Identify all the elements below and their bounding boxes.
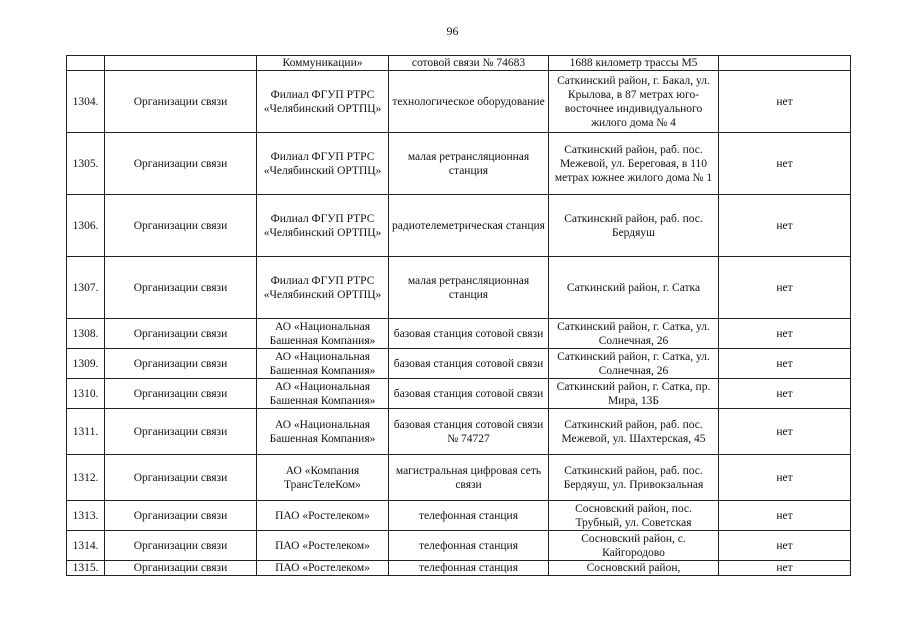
cell-note: нет bbox=[719, 195, 851, 257]
cell-object: технологическое оборудование bbox=[389, 71, 549, 133]
table-row bbox=[67, 71, 851, 133]
cell-owner: Филиал ФГУП РТРС «Челябинский ОРТПЦ» bbox=[257, 71, 389, 133]
cell-object: базовая станция сотовой связи № 74727 bbox=[389, 409, 549, 455]
cell-owner: ПАО «Ростелеком» bbox=[257, 501, 389, 531]
table-row bbox=[67, 561, 851, 576]
cell-owner: АО «Компания ТрансТелеКом» bbox=[257, 455, 389, 501]
cell-note bbox=[719, 56, 851, 71]
cell-address: Саткинский район, раб. пос. Межевой, ул. Береговая, в 110 метрах южнее жилого дома № 1 bbox=[549, 133, 719, 195]
cell-owner: Филиал ФГУП РТРС «Челябинский ОРТПЦ» bbox=[257, 195, 389, 257]
cell-category: Организации связи bbox=[105, 409, 257, 455]
cell-category: Организации связи bbox=[105, 257, 257, 319]
cell-category: Организации связи bbox=[105, 319, 257, 349]
cell-category: Организации связи bbox=[105, 71, 257, 133]
cell-object: малая ретрансляционная станция bbox=[389, 133, 549, 195]
cell-address: Сосновский район, bbox=[549, 561, 719, 576]
cell-num: 1306. bbox=[67, 195, 105, 257]
cell-object: базовая станция сотовой связи bbox=[389, 319, 549, 349]
cell-owner: ПАО «Ростелеком» bbox=[257, 561, 389, 576]
cell-num: 1313. bbox=[67, 501, 105, 531]
cell-object: радиотелеметрическая станция bbox=[389, 195, 549, 257]
cell-num: 1312. bbox=[67, 455, 105, 501]
cell-num: 1314. bbox=[67, 531, 105, 561]
cell-category: Организации связи bbox=[105, 133, 257, 195]
table-row bbox=[67, 257, 851, 319]
cell-owner: ПАО «Ростелеком» bbox=[257, 531, 389, 561]
cell-note: нет bbox=[719, 319, 851, 349]
cell-address: Саткинский район, раб. пос. Бердяуш, ул. Привокзальная bbox=[549, 455, 719, 501]
table-row bbox=[67, 409, 851, 455]
cell-num bbox=[67, 56, 105, 71]
table-row bbox=[67, 133, 851, 195]
cell-note: нет bbox=[719, 349, 851, 379]
cell-owner: АО «Национальная Башенная Компания» bbox=[257, 319, 389, 349]
cell-num: 1304. bbox=[67, 71, 105, 133]
table-row-continuation bbox=[67, 56, 851, 71]
cell-num: 1311. bbox=[67, 409, 105, 455]
cell-address: 1688 километр трассы М5 bbox=[549, 56, 719, 71]
cell-address: Саткинский район, г. Бакал, ул. Крылова, в 87 метрах юго-восточнее индивидуального жилого дома № 4 bbox=[549, 71, 719, 133]
table-row bbox=[67, 455, 851, 501]
cell-owner: Филиал ФГУП РТРС «Челябинский ОРТПЦ» bbox=[257, 257, 389, 319]
cell-owner: АО «Национальная Башенная Компания» bbox=[257, 409, 389, 455]
cell-object: базовая станция сотовой связи bbox=[389, 379, 549, 409]
cell-category: Организации связи bbox=[105, 561, 257, 576]
cell-object: телефонная станция bbox=[389, 531, 549, 561]
table-row bbox=[67, 501, 851, 531]
cell-note: нет bbox=[719, 71, 851, 133]
table-row bbox=[67, 195, 851, 257]
cell-address: Саткинский район, г. Сатка, ул. Солнечная, 26 bbox=[549, 349, 719, 379]
cell-object: малая ретрансляционная станция bbox=[389, 257, 549, 319]
cell-num: 1309. bbox=[67, 349, 105, 379]
cell-category: Организации связи bbox=[105, 501, 257, 531]
page-number: 96 bbox=[446, 24, 459, 38]
cell-owner: Филиал ФГУП РТРС «Челябинский ОРТПЦ» bbox=[257, 133, 389, 195]
cell-note: нет bbox=[719, 133, 851, 195]
cell-address: Саткинский район, раб. пос. Межевой, ул. Шахтерская, 45 bbox=[549, 409, 719, 455]
cell-note: нет bbox=[719, 561, 851, 576]
cell-category: Организации связи bbox=[105, 455, 257, 501]
cell-note: нет bbox=[719, 455, 851, 501]
table-row bbox=[67, 319, 851, 349]
cell-category: Организации связи bbox=[105, 379, 257, 409]
cell-note: нет bbox=[719, 501, 851, 531]
cell-address: Саткинский район, г. Сатка bbox=[549, 257, 719, 319]
table-row bbox=[67, 379, 851, 409]
cell-num: 1315. bbox=[67, 561, 105, 576]
cell-num: 1307. bbox=[67, 257, 105, 319]
cell-note: нет bbox=[719, 379, 851, 409]
cell-note: нет bbox=[719, 257, 851, 319]
cell-owner: АО «Национальная Башенная Компания» bbox=[257, 349, 389, 379]
cell-note: нет bbox=[719, 531, 851, 561]
cell-num: 1308. bbox=[67, 319, 105, 349]
cell-object: сотовой связи № 74683 bbox=[389, 56, 549, 71]
table-row bbox=[67, 349, 851, 379]
cell-address: Саткинский район, раб. пос. Бердяуш bbox=[549, 195, 719, 257]
cell-address: Сосновский район, с. Кайгородово bbox=[549, 531, 719, 561]
cell-category: Организации связи bbox=[105, 195, 257, 257]
cell-note: нет bbox=[719, 409, 851, 455]
cell-category bbox=[105, 56, 257, 71]
cell-object: магистральная цифровая сеть связи bbox=[389, 455, 549, 501]
cell-owner: АО «Национальная Башенная Компания» bbox=[257, 379, 389, 409]
cell-category: Организации связи bbox=[105, 349, 257, 379]
cell-address: Саткинский район, г. Сатка, ул. Солнечная, 26 bbox=[549, 319, 719, 349]
cell-address: Сосновский район, пос. Трубный, ул. Советская bbox=[549, 501, 719, 531]
cell-category: Организации связи bbox=[105, 531, 257, 561]
registry-table bbox=[66, 55, 851, 576]
cell-object: телефонная станция bbox=[389, 501, 549, 531]
cell-object: базовая станция сотовой связи bbox=[389, 349, 549, 379]
cell-num: 1305. bbox=[67, 133, 105, 195]
table-row bbox=[67, 531, 851, 561]
cell-num: 1310. bbox=[67, 379, 105, 409]
cell-object: телефонная станция bbox=[389, 561, 549, 576]
cell-owner: Коммуникации» bbox=[257, 56, 389, 71]
cell-address: Саткинский район, г. Сатка, пр. Мира, 13Б bbox=[549, 379, 719, 409]
